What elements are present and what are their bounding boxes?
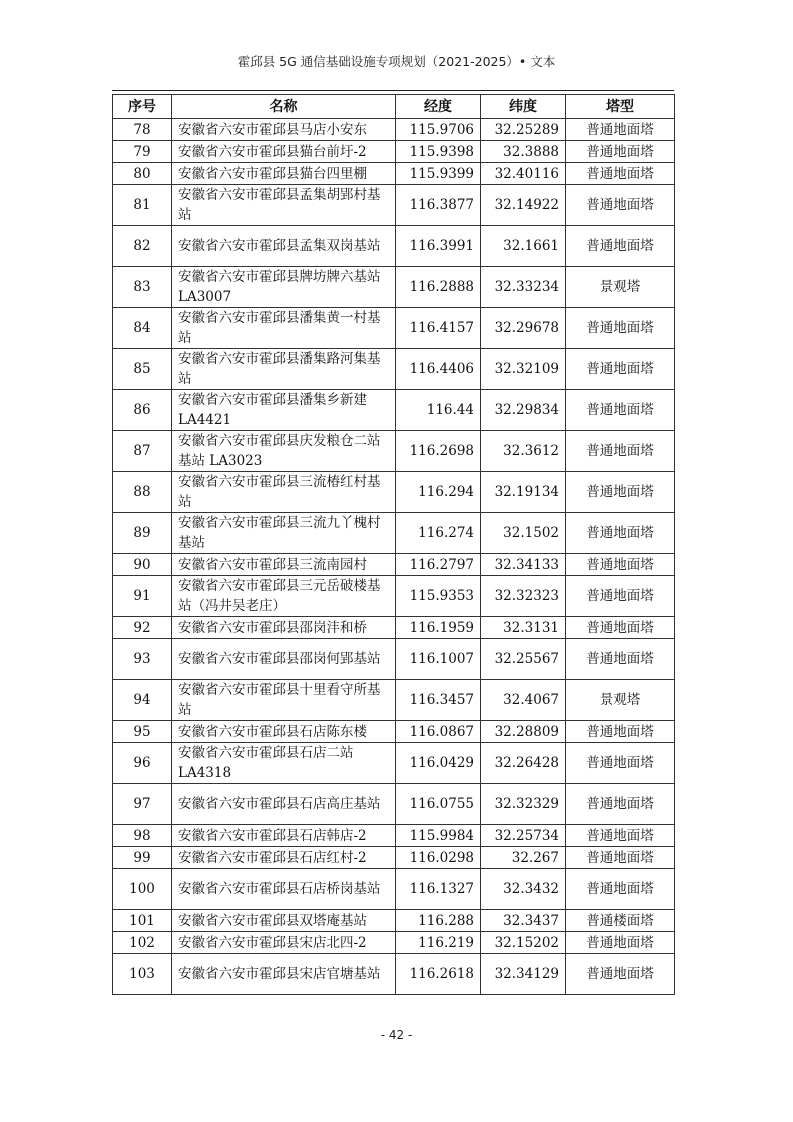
cell-longitude: 116.1959 <box>396 617 481 639</box>
cell-longitude: 116.219 <box>396 932 481 954</box>
cell-longitude: 115.9398 <box>396 141 481 163</box>
cell-latitude: 32.1661 <box>481 226 566 267</box>
cell-longitude: 116.274 <box>396 513 481 554</box>
cell-latitude: 32.25289 <box>481 119 566 141</box>
cell-name: 安徽省六安市霍邱县石店红村-2 <box>172 847 396 869</box>
cell-longitude: 115.9399 <box>396 163 481 185</box>
cell-tower-type: 普通地面塔 <box>566 617 675 639</box>
cell-name: 安徽省六安市霍邱县石店高庄基站 <box>172 784 396 825</box>
cell-longitude: 115.9984 <box>396 825 481 847</box>
table-row <box>113 825 675 847</box>
cell-tower-type: 普通楼面塔 <box>566 910 675 932</box>
cell-name: 安徽省六安市霍邱县孟集双岗基站 <box>172 226 396 267</box>
table-row <box>113 185 675 226</box>
cell-latitude: 32.3612 <box>481 431 566 472</box>
cell-tower-type: 普通地面塔 <box>566 554 675 576</box>
cell-name: 安徽省六安市霍邱县马店小安东 <box>172 119 396 141</box>
cell-tower-type: 普通地面塔 <box>566 308 675 349</box>
cell-name: 安徽省六安市霍邱县石店二站LA4318 <box>172 743 396 784</box>
cell-tower-type: 普通地面塔 <box>566 784 675 825</box>
cell-no: 100 <box>113 869 172 910</box>
cell-latitude: 32.3437 <box>481 910 566 932</box>
cell-longitude: 116.2698 <box>396 431 481 472</box>
cell-latitude: 32.14922 <box>481 185 566 226</box>
cell-name: 安徽省六安市霍邱县石店桥岗基站 <box>172 869 396 910</box>
table-row <box>113 141 675 163</box>
table-row <box>113 390 675 431</box>
cell-latitude: 32.34133 <box>481 554 566 576</box>
cell-tower-type: 普通地面塔 <box>566 226 675 267</box>
cell-tower-type: 普通地面塔 <box>566 576 675 617</box>
cell-latitude: 32.32109 <box>481 349 566 390</box>
cell-tower-type: 普通地面塔 <box>566 472 675 513</box>
cell-no: 101 <box>113 910 172 932</box>
cell-latitude: 32.25567 <box>481 639 566 680</box>
cell-tower-type: 景观塔 <box>566 267 675 308</box>
cell-no: 95 <box>113 721 172 743</box>
cell-no: 80 <box>113 163 172 185</box>
cell-name: 安徽省六安市霍邱县孟集胡郢村基站 <box>172 185 396 226</box>
cell-name: 安徽省六安市霍邱县十里看守所基站 <box>172 680 396 721</box>
cell-no: 103 <box>113 954 172 995</box>
table-row <box>113 680 675 721</box>
cell-tower-type: 普通地面塔 <box>566 721 675 743</box>
table-row <box>113 576 675 617</box>
cell-name: 安徽省六安市霍邱县潘集黄一村基站 <box>172 308 396 349</box>
table-row <box>113 617 675 639</box>
cell-longitude: 115.9353 <box>396 576 481 617</box>
cell-no: 89 <box>113 513 172 554</box>
cell-longitude: 116.0429 <box>396 743 481 784</box>
cell-tower-type: 普通地面塔 <box>566 163 675 185</box>
cell-name: 安徽省六安市霍邱县潘集乡新建LA4421 <box>172 390 396 431</box>
cell-name: 安徽省六安市霍邱县宋店北四-2 <box>172 932 396 954</box>
cell-no: 87 <box>113 431 172 472</box>
table-row <box>113 743 675 784</box>
cell-latitude: 32.15202 <box>481 932 566 954</box>
cell-name: 安徽省六安市霍邱县邵岗何郢基站 <box>172 639 396 680</box>
table-row <box>113 163 675 185</box>
table-row <box>113 513 675 554</box>
cell-longitude: 116.2888 <box>396 267 481 308</box>
cell-name: 安徽省六安市霍邱县猫台四里棚 <box>172 163 396 185</box>
cell-longitude: 115.9706 <box>396 119 481 141</box>
cell-latitude: 32.26428 <box>481 743 566 784</box>
cell-name: 安徽省六安市霍邱县宋店官塘基站 <box>172 954 396 995</box>
table-row <box>113 784 675 825</box>
table-row <box>113 932 675 954</box>
table-row <box>113 472 675 513</box>
column-header-longitude: 经度 <box>396 95 481 119</box>
cell-latitude: 32.29678 <box>481 308 566 349</box>
cell-latitude: 32.25734 <box>481 825 566 847</box>
cell-latitude: 32.3131 <box>481 617 566 639</box>
column-header-no: 序号 <box>113 95 172 119</box>
cell-no: 84 <box>113 308 172 349</box>
cell-longitude: 116.4406 <box>396 349 481 390</box>
cell-no: 88 <box>113 472 172 513</box>
table-header-row <box>113 95 675 119</box>
cell-longitude: 116.0867 <box>396 721 481 743</box>
table-row <box>113 349 675 390</box>
cell-latitude: 32.32329 <box>481 784 566 825</box>
cell-longitude: 116.1007 <box>396 639 481 680</box>
cell-no: 96 <box>113 743 172 784</box>
cell-name: 安徽省六安市霍邱县三流九丫槐村基站 <box>172 513 396 554</box>
cell-latitude: 32.19134 <box>481 472 566 513</box>
cell-latitude: 32.40116 <box>481 163 566 185</box>
table-row <box>113 721 675 743</box>
cell-no: 81 <box>113 185 172 226</box>
cell-tower-type: 普通地面塔 <box>566 639 675 680</box>
cell-no: 85 <box>113 349 172 390</box>
cell-tower-type: 普通地面塔 <box>566 847 675 869</box>
table-row <box>113 639 675 680</box>
table-row <box>113 308 675 349</box>
cell-tower-type: 普通地面塔 <box>566 141 675 163</box>
cell-tower-type: 普通地面塔 <box>566 349 675 390</box>
cell-longitude: 116.288 <box>396 910 481 932</box>
cell-name: 安徽省六安市霍邱县石店韩店-2 <box>172 825 396 847</box>
cell-no: 86 <box>113 390 172 431</box>
cell-no: 97 <box>113 784 172 825</box>
column-header-tower-type: 塔型 <box>566 95 675 119</box>
cell-longitude: 116.0298 <box>396 847 481 869</box>
cell-name: 安徽省六安市霍邱县潘集路河集基站 <box>172 349 396 390</box>
cell-name: 安徽省六安市霍邱县三流椿红村基站 <box>172 472 396 513</box>
table-row <box>113 847 675 869</box>
table-row <box>113 554 675 576</box>
cell-latitude: 32.29834 <box>481 390 566 431</box>
cell-name: 安徽省六安市霍邱县猫台前圩-2 <box>172 141 396 163</box>
page-header: 霍邱县 5G 通信基础设施专项规划（2021-2025）• 文本 <box>237 54 556 69</box>
tower-table <box>112 94 675 995</box>
cell-no: 82 <box>113 226 172 267</box>
cell-tower-type: 普通地面塔 <box>566 825 675 847</box>
cell-latitude: 32.28809 <box>481 721 566 743</box>
cell-latitude: 32.3888 <box>481 141 566 163</box>
cell-latitude: 32.3432 <box>481 869 566 910</box>
table-row <box>113 226 675 267</box>
page-number: - 42 - <box>380 1028 413 1042</box>
header-rule <box>112 90 674 91</box>
cell-tower-type: 景观塔 <box>566 680 675 721</box>
table-row <box>113 869 675 910</box>
cell-tower-type: 普通地面塔 <box>566 390 675 431</box>
cell-latitude: 32.267 <box>481 847 566 869</box>
cell-name: 安徽省六安市霍邱县庆发粮仓二站基站 LA3023 <box>172 431 396 472</box>
cell-latitude: 32.32323 <box>481 576 566 617</box>
cell-name: 安徽省六安市霍邱县三流南园村 <box>172 554 396 576</box>
cell-no: 102 <box>113 932 172 954</box>
cell-tower-type: 普通地面塔 <box>566 431 675 472</box>
column-header-latitude: 纬度 <box>481 95 566 119</box>
cell-name: 安徽省六安市霍邱县双塔庵基站 <box>172 910 396 932</box>
cell-name: 安徽省六安市霍邱县石店陈东楼 <box>172 721 396 743</box>
cell-longitude: 116.294 <box>396 472 481 513</box>
cell-tower-type: 普通地面塔 <box>566 743 675 784</box>
cell-name: 安徽省六安市霍邱县邵岗沣和桥 <box>172 617 396 639</box>
table-row <box>113 910 675 932</box>
table-row <box>113 119 675 141</box>
table-row <box>113 267 675 308</box>
cell-name: 安徽省六安市霍邱县三元岳破楼基站（冯井吴老庄） <box>172 576 396 617</box>
cell-latitude: 32.33234 <box>481 267 566 308</box>
cell-longitude: 116.3877 <box>396 185 481 226</box>
cell-no: 79 <box>113 141 172 163</box>
cell-longitude: 116.2618 <box>396 954 481 995</box>
cell-no: 98 <box>113 825 172 847</box>
cell-no: 94 <box>113 680 172 721</box>
table-row <box>113 431 675 472</box>
column-header-name: 名称 <box>172 95 396 119</box>
cell-tower-type: 普通地面塔 <box>566 513 675 554</box>
cell-tower-type: 普通地面塔 <box>566 932 675 954</box>
cell-tower-type: 普通地面塔 <box>566 185 675 226</box>
table-row <box>113 954 675 995</box>
cell-latitude: 32.1502 <box>481 513 566 554</box>
cell-no: 91 <box>113 576 172 617</box>
cell-tower-type: 普通地面塔 <box>566 869 675 910</box>
cell-no: 93 <box>113 639 172 680</box>
cell-longitude: 116.2797 <box>396 554 481 576</box>
cell-longitude: 116.44 <box>396 390 481 431</box>
cell-latitude: 32.34129 <box>481 954 566 995</box>
cell-no: 90 <box>113 554 172 576</box>
cell-no: 78 <box>113 119 172 141</box>
cell-tower-type: 普通地面塔 <box>566 119 675 141</box>
cell-no: 92 <box>113 617 172 639</box>
table-body <box>113 119 675 995</box>
cell-longitude: 116.0755 <box>396 784 481 825</box>
cell-longitude: 116.3457 <box>396 680 481 721</box>
cell-no: 99 <box>113 847 172 869</box>
cell-name: 安徽省六安市霍邱县牌坊牌六基站 LA3007 <box>172 267 396 308</box>
cell-latitude: 32.4067 <box>481 680 566 721</box>
cell-longitude: 116.4157 <box>396 308 481 349</box>
cell-tower-type: 普通地面塔 <box>566 954 675 995</box>
cell-no: 83 <box>113 267 172 308</box>
cell-longitude: 116.3991 <box>396 226 481 267</box>
cell-longitude: 116.1327 <box>396 869 481 910</box>
